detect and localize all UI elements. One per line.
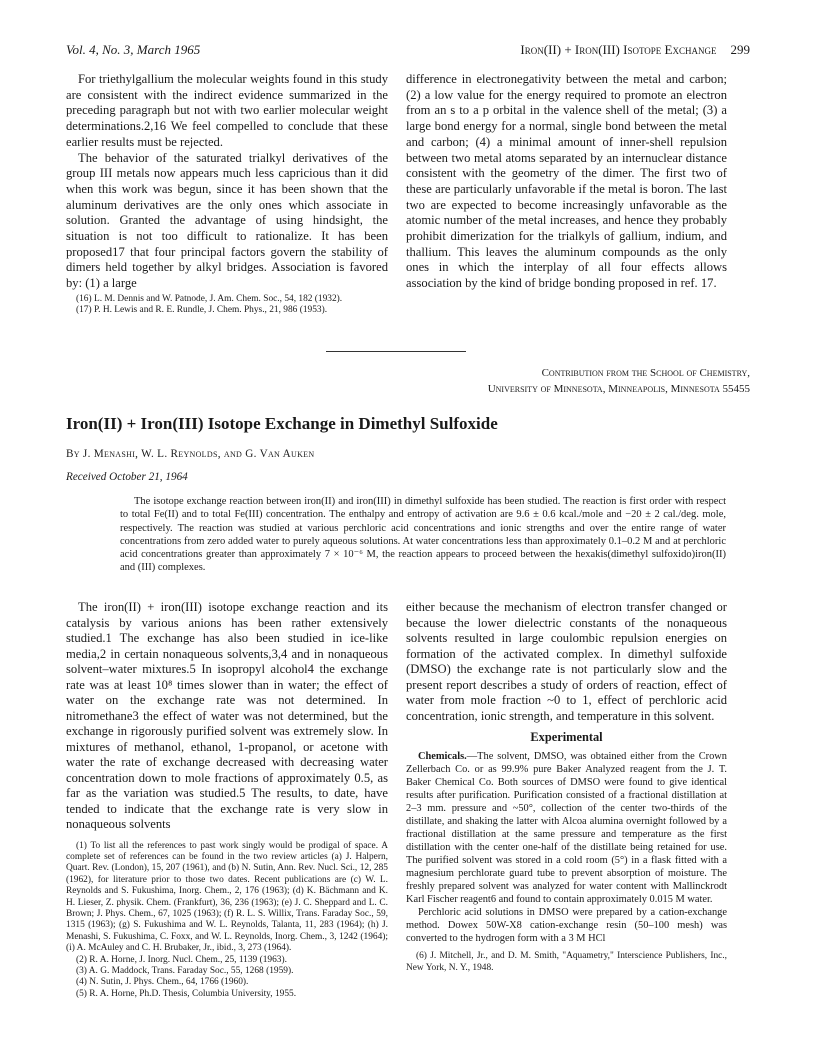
page-number: 299: [730, 42, 750, 57]
contribution-affiliation: [488, 365, 750, 397]
prev-paragraph-2: The behavior of the saturated trialkyl derivatives of the group III metals now appears much less capricious than it did when this work was begun, since it has been shown that the aluminum derivatives are the only ones which associate in solution. Granted the advantage of using hindsight, the situation is not too difficult to rationalize. It has been proposed17 that four principal factors govern the stability of dimers held together by alkyl bridges. Association is favored by: (1) a large: [66, 150, 388, 291]
prev-article-left-column: [66, 72, 388, 317]
footnote-3: (3) A. G. Maddock, Trans. Faraday Soc., 55, 1268 (1959).: [76, 965, 294, 976]
perchloric-paragraph: Perchloric acid solutions in DMSO were prepared by a cation-exchange method. Dowex 50W-X8 cation-exchange resin (50–100 mesh) was converted to the hydrogen form with a 3 M HCl: [406, 907, 727, 945]
article-authors: By J. Menashi, W. L. Reynolds, and G. Van Auken: [66, 448, 315, 460]
footnote-17: (17) P. H. Lewis and R. E. Rundle, J. Chem. Phys., 21, 986 (1953).: [76, 305, 328, 316]
prev-article-right-column: [406, 72, 727, 292]
article-title: Iron(II) + Iron(III) Isotope Exchange in Dimethyl Sulfoxide: [66, 414, 498, 433]
chemicals-paragraph: [406, 750, 727, 907]
footnote-4: (4) N. Sutin, J. Phys. Chem., 64, 1766 (1960).: [76, 977, 249, 988]
article-right-column: [406, 600, 727, 974]
running-header-left: Vol. 4, No. 3, March 1965: [66, 42, 201, 57]
running-header-right: [520, 42, 750, 58]
article-separator-rule: [326, 351, 466, 352]
footnote-16: (16) L. M. Dennis and W. Patnode, J. Am. Chem. Soc., 54, 182 (1932).: [76, 293, 343, 304]
chemicals-label: Chemicals.: [418, 750, 467, 762]
prev-paragraph-3: difference in electronegativity between the metal and carbon; (2) a low value for the energy required to promote an electron from an s to a p orbital in the valence shell of the metal; (3) a large bond energy for a normal, single bond between the metal and carbon; (4) a minimal amount of inner-shell repulsion between two metal atoms separated by an internuclear distance consistent with the geometry of the dimer. The first two of these are particularly unfavorable if the metal is boron. The last two are expected to become increasingly unfavorable as the atomic number of the metal increases, and hence they probably prohibit dimerization for the trialkyls of gallium, indium, and thallium. This leaves the aluminum compounds as the only ones in which the interplay of all four effects allows association by the kind of bridge bonding proposed in ref. 17.: [406, 72, 727, 291]
experimental-heading: Experimental: [530, 730, 603, 744]
article-footnotes-right: [406, 951, 727, 974]
footnote-1: (1) To list all the references to past work singly would be prodigal of space. A complete set of references can be found in the two review articles (a) J. Halpern, Quart. Rev. (London), 15, 207 (1961), and (b) N. Sutin, Ann. Rev. Nucl. Sci., 12, 285 (1962), for literature prior to those two dates. Recent publications are (c) W. L. Reynolds and S. Fukushima, Inorg. Chem., 2, 176 (1963); (d) K. Bächmann and K. H. Lieser, Z. physik. Chem. (Frankfurt), 36, 236 (1963); (e) J. C. Sheppard and L. C. Brown; J. Phys. Chem., 67, 1025 (1963); (f) R. L. S. Willix, Trans. Faraday Soc., 59, 1315 (1963); (g) S. Fukushima and W. L. Reynolds, Talanta, 11, 283 (1964); (h) J. Menashi, S. Fukushima, C. Foxx, and W. L. Reynolds, Inorg. Chem., 3, 1242 (1964); (i) A. McAuley and C. H. Brubaker, Jr., ibid., 3, 273 (1964).: [66, 840, 388, 954]
prev-paragraph-1: For triethylgallium the molecular weights found in this study are consistent with the indirect evidence summarized in the preceding paragraph but not with two earlier molecular weight determinations.2,16 We feel compelled to conclude that these earlier results must be rejected.: [66, 72, 388, 149]
article-left-column: [66, 600, 388, 1000]
received-date: Received October 21, 1964: [66, 471, 188, 483]
footnote-6: (6) J. Mitchell, Jr., and D. M. Smith, "Aquametry," Interscience Publishers, Inc., New York, N. Y., 1948.: [406, 951, 727, 973]
abstract: The isotope exchange reaction between iron(II) and iron(III) in dimethyl sulfoxide has been studied. The reaction is first order with respect to total Fe(II) and to total Fe(III) concentration. The enthalpy and entropy of activation are 9.6 ± 0.6 kcal./mole and −20 ± 2 cal./deg. mole, respectively. The reaction was studied at various perchloric acid concentrations and ionic strengths and over the entire range of water concentrations from zero added water to purely aqueous solutions. At water concentrations less than approximately 0.1–0.2 M and at perchloric acid concentrations greater than approximately 7 × 10⁻⁶ M, the reaction appears to proceed between the hexakis(dimethyl sulfoxido)iron(II) and (III) complexes.: [120, 496, 726, 574]
running-header-title: Iron(II) + Iron(III) Isotope Exchange: [520, 42, 717, 57]
article-footnotes-left: [66, 841, 388, 1001]
intro-continuation: either because the mechanism of electron transfer changed or because the lower dielectric constants of the nonaqueous solvents resulted in large coulombic repulsion energies on formation of the activated complex. In dimethyl sulfoxide (DMSO) the exchange rate is not particularly slow and the present report describes a study of orders of reaction, effect of water from mole fraction ~0 to 1, effect of perchloric acid concentration, ionic strength, and temperature in this solvent.: [406, 600, 727, 723]
chemicals-text: —The solvent, DMSO, was obtained either from the Crown Zellerbach Co. or as 99.9% pure Baker Analyzed reagent from the J. T. Baker Chemical Co. Both sources of DMSO were found to give identical results after purification. Purification consisted of a fractional distillation at 2–3 mm. pressure and ~50°, collection of the center two-thirds of the distillate, and shaking the latter with Alcoa alumina overnight followed by a fractional distillation at the same pressure and temperature as the first distillation with the center one-half of the distillate being retained for use. The purified solvent was stored in a cold room (5°) in a flask fitted with a magnesium perchlorate guard tube to prevent absorption of moisture. The freshly prepared solvent was analyzed for water content with Mallinckrodt Karl Fischer reagent6 and found to contain approximately 0.015 M water.: [406, 750, 727, 906]
prev-footnotes: [66, 294, 388, 317]
footnote-2: (2) R. A. Horne, J. Inorg. Nucl. Chem., 25, 1139 (1963).: [76, 954, 287, 965]
contribution-line-2: University of Minnesota, Minneapolis, Minnesota 55455: [487, 383, 750, 395]
intro-paragraph: The iron(II) + iron(III) isotope exchange reaction and its catalysis by various anions has been rather extensively studied.1 The exchange has also been studied in ice-like media,2 in certain nonaqueous solvents,3,4 and in nonaqueous solvent–water mixtures.5 In isopropyl alcohol4 the exchange rate was at least 10⁸ times slower than in water; the effect of water on the exchange rate was not determined. In nitromethane3 the effect of water was not determined, but the exchange in rigorously purified solvent was extremely slow. In mixtures of methanol, ethanol, 1-propanol, or acetone with water the rate of exchange decreased with decreasing water concentration down to mole fractions of approximately 0.5, as far as the variation was studied.5 The results, to date, have tended to indicate that the exchange rate is very slow in nonaqueous solvents: [66, 600, 388, 831]
experimental-section: [406, 750, 727, 946]
contribution-line-1: Contribution from the School of Chemistry,: [541, 367, 750, 379]
footnote-5: (5) R. A. Horne, Ph.D. Thesis, Columbia University, 1955.: [76, 988, 297, 999]
